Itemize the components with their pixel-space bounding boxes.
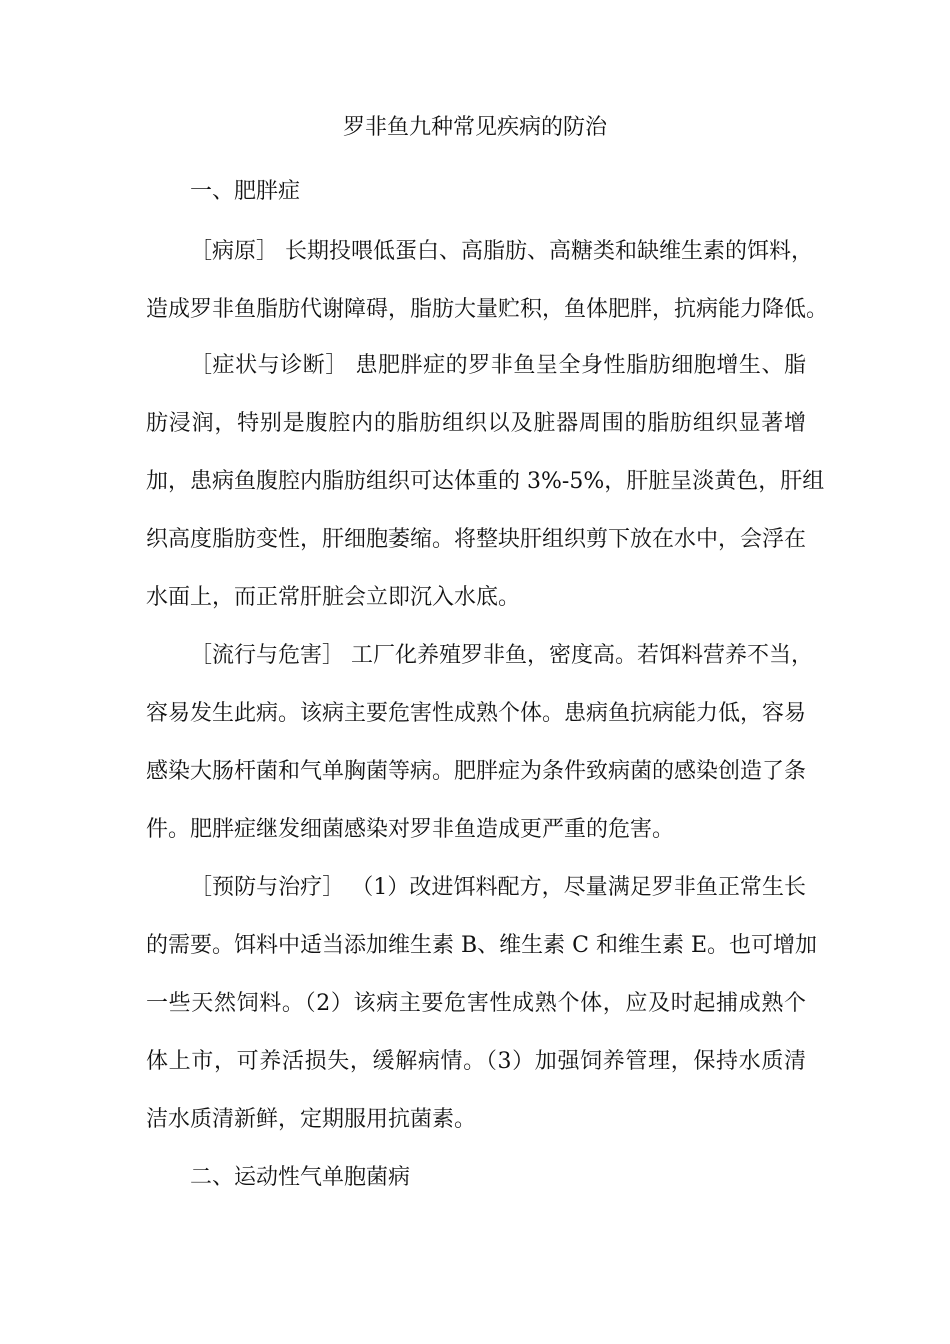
prevention-line-4: 体上市，可养活损失，缓解病情。（3）加强饲养管理，保持水质清 bbox=[146, 1049, 806, 1074]
epidemic-line-3: 感染大肠杆菌和气单胸菌等病。肥胖症为条件致病菌的感染创造了条 bbox=[146, 759, 807, 784]
pathogen-line-2: 造成罗非鱼脂肪代谢障碍，脂肪大量贮积，鱼体肥胖，抗病能力降低。 bbox=[146, 297, 829, 322]
pathogen-line-1: ［病原］ 长期投喂低蛋白、高脂肪、高糖类和缺维生素的饵料， bbox=[190, 239, 813, 264]
symptoms-line-3: 加，患病鱼腹腔内脂肪组织可达体重的 3%-5%，肝脏呈淡黄色，肝组 bbox=[146, 469, 825, 494]
epidemic-line-2: 容易发生此病。该病主要危害性成熟个体。患病鱼抗病能力低，容易 bbox=[146, 701, 807, 726]
section-heading-aeromonas: 二、运动性气单胞菌病 bbox=[190, 1165, 411, 1190]
symptoms-line-2: 肪浸润，特别是腹腔内的脂肪组织以及脏器周围的脂肪组织显著增 bbox=[146, 411, 806, 436]
epidemic-line-4: 件。肥胖症继发细菌感染对罗非鱼造成更严重的危害。 bbox=[146, 817, 675, 842]
symptoms-line-5: 水面上，而正常肝脏会立即沉入水底。 bbox=[146, 585, 521, 610]
epidemic-line-1: ［流行与危害］ 工厂化养殖罗非鱼，密度高。若饵料营养不当， bbox=[190, 643, 813, 668]
prevention-line-2: 的需要。饵料中适当添加维生素 B、维生素 C 和维生素 E。也可增加 bbox=[146, 933, 818, 958]
document-title: 罗非鱼九种常见疾病的防治 bbox=[342, 115, 607, 140]
symptoms-line-4: 织高度脂肪变性，肝细胞萎缩。将整块肝组织剪下放在水中，会浮在 bbox=[146, 527, 807, 552]
symptoms-line-1: ［症状与诊断］ 患肥胖症的罗非鱼呈全身性脂肪细胞增生、脂 bbox=[190, 353, 806, 378]
prevention-line-3: 一些天然饲料。（2）该病主要危害性成熟个体，应及时起捕成熟个 bbox=[146, 991, 806, 1016]
prevention-line-5: 洁水质清新鲜，定期服用抗菌素。 bbox=[146, 1107, 477, 1132]
prevention-line-1: ［预防与治疗］ （1）改进饵料配方，尽量满足罗非鱼正常生长 bbox=[190, 875, 806, 900]
section-heading-obesity: 一、肥胖症 bbox=[190, 179, 301, 204]
